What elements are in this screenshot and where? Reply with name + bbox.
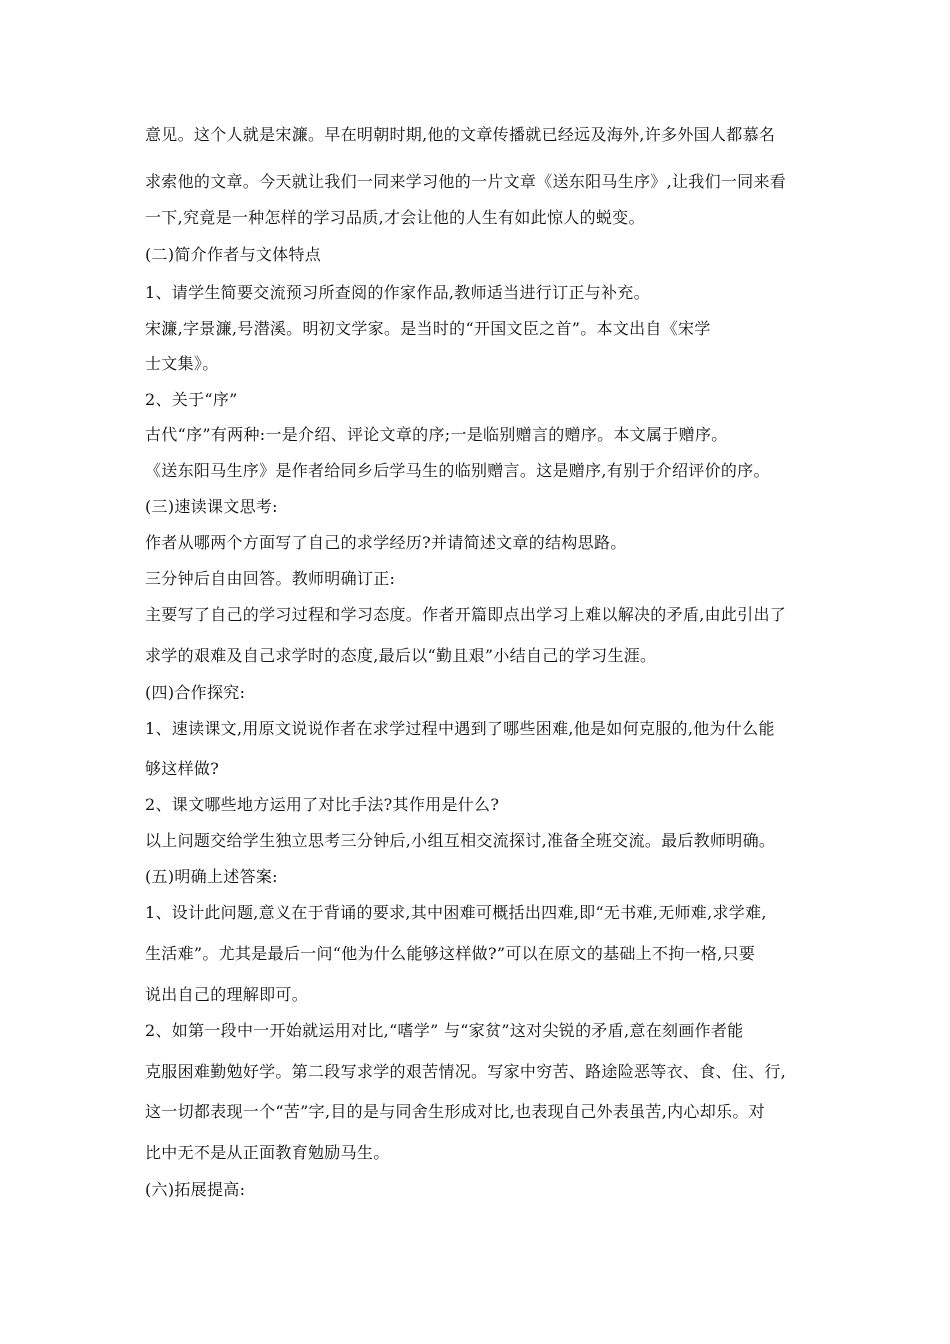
paragraph-line: 意见。这个人就是宋濂。早在明朝时期,他的文章传播就已经远及海外,许多外国人都慕名: [145, 125, 776, 144]
paragraph-line: 主要写了自己的学习过程和学习态度。作者开篇即点出学习上难以解决的矛盾,由此引出了: [145, 605, 787, 624]
paragraph-line: 作者从哪两个方面写了自己的求学经历?并请简述文章的结构思路。: [145, 533, 627, 552]
paragraph-line: 求索他的文章。今天就让我们一同来学习他的一片文章《送东阳马生序》,让我们一同来看: [145, 172, 787, 191]
paragraph-line: 克服困难勤勉好学。第二段写求学的艰苦情况。写家中穷苦、路途险恶等衣、食、住、行,: [145, 1062, 787, 1081]
section-heading: (六)拓展提高:: [145, 1180, 246, 1199]
paragraph-line: 1、速读课文,用原文说说作者在求学过程中遇到了哪些困难,他是如何克服的,他为什么能: [145, 719, 775, 738]
paragraph-line: 1、设计此问题,意义在于背诵的要求,其中困难可概括出四难,即“无书难,无师难,求学难,: [145, 903, 767, 922]
section-heading: (二)简介作者与文体特点: [145, 245, 322, 264]
paragraph-line: 比中无不是从正面教育勉励马生。: [145, 1143, 390, 1162]
paragraph-line: 1、请学生简要交流预习所查阅的作家作品,教师适当进行订正与补充。: [145, 283, 650, 302]
paragraph-line: 生活难”。尤其是最后一问“他为什么能够这样做?”可以在原文的基础上不拘一格,只要: [145, 944, 756, 963]
paragraph-line: 求学的艰难及自己求学时的态度,最后以“勤且艰”小结自己的学习生涯。: [145, 646, 657, 665]
paragraph-line: 一下,究竟是一种怎样的学习品质,才会让他的人生有如此惊人的蜕变。: [145, 208, 645, 227]
paragraph-line: 够这样做?: [145, 759, 220, 778]
section-heading: (四)合作探究:: [145, 683, 246, 702]
section-heading: (五)明确上述答案:: [145, 867, 278, 886]
paragraph-line: 2、如第一段中一开始就运用对比,“嗜学” 与“家贫”这对尖锐的矛盾,意在刻画作者能: [145, 1021, 744, 1040]
paragraph-line: 《送东阳马生序》是作者给同乡后学马生的临别赠言。这是赠序,有别于介绍评价的序。: [145, 461, 770, 480]
paragraph-line: 2、课文哪些地方运用了对比手法?其作用是什么?: [145, 795, 500, 814]
paragraph-line: 以上问题交给学生独立思考三分钟后,小组互相交流探讨,准备全班交流。最后教师明确。: [145, 831, 776, 850]
paragraph-line: 说出自己的理解即可。: [145, 985, 309, 1004]
paragraph-line: 2、关于“序”: [145, 390, 238, 409]
section-heading: (三)速读课文思考:: [145, 497, 278, 516]
paragraph-line: 古代“序”有两种:一是介绍、评论文章的序;一是临别赠言的赠序。本文属于赠序。: [145, 425, 728, 444]
paragraph-line: 这一切都表现一个“苦”字,目的是与同舍生形成对比,也表现自己外表虽苦,内心却乐。对: [145, 1102, 765, 1121]
paragraph-line: 三分钟后自由回答。教师明确订正:: [145, 569, 396, 588]
paragraph-line: 士文集》。: [145, 354, 219, 373]
paragraph-line: 宋濂,字景濂,号潜溪。明初文学家。是当时的“开国文臣之首”。本文出自《宋学: [145, 319, 711, 338]
